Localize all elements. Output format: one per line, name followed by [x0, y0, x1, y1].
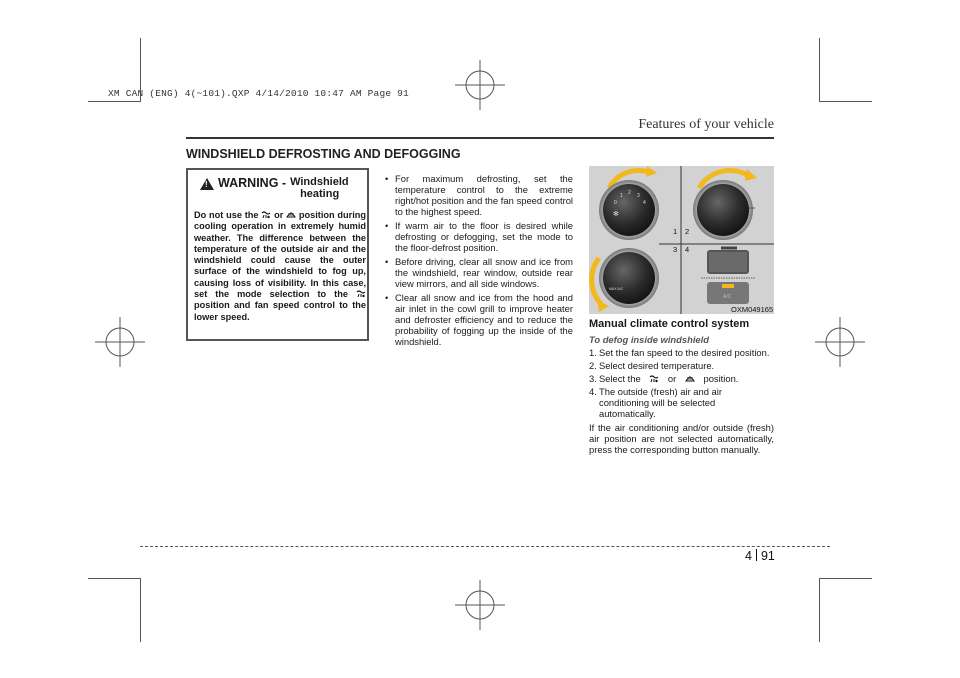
fan-dial-number: 4: [643, 200, 646, 206]
warning-text: or: [274, 210, 284, 220]
crop-mark: [88, 578, 140, 579]
registration-mark-bottom: [455, 580, 505, 630]
panel-label: 3: [673, 245, 678, 254]
page-number: [745, 549, 775, 563]
defrost-icon: [286, 210, 296, 219]
registration-mark-right: [815, 317, 865, 367]
list-item: • Before driving, clear all snow and ice from the windshield, rear window, outside rear view mirrors, and all side windows.: [385, 256, 573, 289]
fan-dial-number: 2: [628, 190, 631, 196]
warning-text: Do not use the: [194, 210, 259, 220]
figure-caption: OXM049165: [731, 305, 774, 314]
defrost-icon: [685, 374, 695, 383]
floor-defrost-icon: [649, 374, 659, 383]
list-item: 2. Select desired temperature.: [589, 360, 715, 371]
crop-mark: [819, 38, 820, 102]
warning-box: [186, 168, 369, 341]
list-item: 4. The outside (fresh) air and air conditioning will be selected automatically.: [589, 386, 722, 419]
crop-mark: [819, 578, 820, 642]
crop-mark: [820, 578, 872, 579]
list-item: • For maximum defrosting, set the temperature control to the extreme right/hot position and the fan speed control to the highest speed.: [385, 173, 573, 217]
crop-mark: [88, 101, 140, 102]
warning-text: position and fan speed control to the lower speed.: [194, 300, 366, 322]
panel-label: 4: [685, 245, 690, 254]
temperature-knob: [697, 184, 749, 236]
climate-control-figure: [589, 166, 774, 314]
header-rule: [186, 137, 774, 139]
fan-icon: ✻: [613, 211, 619, 218]
fan-dial-number: 3: [637, 193, 640, 199]
warning-label: WARNING -: [218, 176, 287, 190]
warning-subject-line1: Windshield: [290, 176, 349, 188]
warning-body: [194, 210, 366, 323]
mode-label: MAX A/C: [609, 287, 624, 291]
page-number-value: 91: [760, 549, 775, 563]
print-slug: XM CAN (ENG) 4(~101).QXP 4/14/2010 10:47 AM Page 91: [108, 88, 409, 99]
fan-dial-number: 0: [614, 200, 617, 206]
warning-subject: [290, 176, 349, 200]
registration-mark-left: [95, 317, 145, 367]
list-item: 3. Select the or position.: [589, 373, 739, 384]
crop-mark: [820, 101, 872, 102]
panel-label: 1: [673, 227, 678, 236]
manual-climate-section: [589, 319, 774, 455]
footer-rule: [140, 546, 830, 547]
list-item: 1. Set the fan speed to the desired position.: [589, 347, 770, 358]
crop-mark: [140, 578, 141, 642]
mode-knob: [603, 252, 655, 304]
warning-subject-line2: heating: [300, 188, 340, 200]
fan-dial-number: 1: [620, 193, 623, 199]
warning-triangle-icon: !: [200, 178, 214, 190]
subsection-heading: Manual climate control system: [589, 318, 750, 330]
floor-defrost-icon: [356, 289, 366, 298]
list-item: • If warm air to the floor is desired while defrosting or defogging, set the mode to the floor-defrost position.: [385, 220, 573, 253]
running-header: Features of your vehicle: [638, 117, 774, 132]
panel-label: 2: [685, 227, 690, 236]
registration-mark-top: [455, 60, 505, 110]
floor-defrost-icon: [261, 210, 271, 219]
section-title: WINDSHIELD DEFROSTING AND DEFOGGING: [186, 147, 461, 161]
ac-label: A/C: [723, 294, 732, 300]
climate-control-illustration: [589, 166, 774, 314]
defrost-tips-list: [385, 173, 573, 350]
page-number-separator: [756, 549, 757, 561]
list-item: • Clear all snow and ice from the hood and air inlet in the cowl grill to improve heater and defroster efficiency and to reduce the probability of fogging up the inside of the windshield.: [385, 292, 573, 347]
chapter-number: 4: [745, 549, 752, 563]
note-paragraph: If the air conditioning and/or outside (fresh) air position are not selected automatically, press the corresponding button manually.: [589, 422, 774, 455]
warning-header: [200, 176, 349, 200]
subsection-subheading: To defog inside windshield: [589, 334, 709, 345]
warning-text: position during cooling operation in extremely humid weather. The difference between the temperature of the outside air and the windshield could cause the outer surface of the windshield to fog up, causing loss of visibility. In this case, set the mode selection to the: [194, 210, 366, 300]
